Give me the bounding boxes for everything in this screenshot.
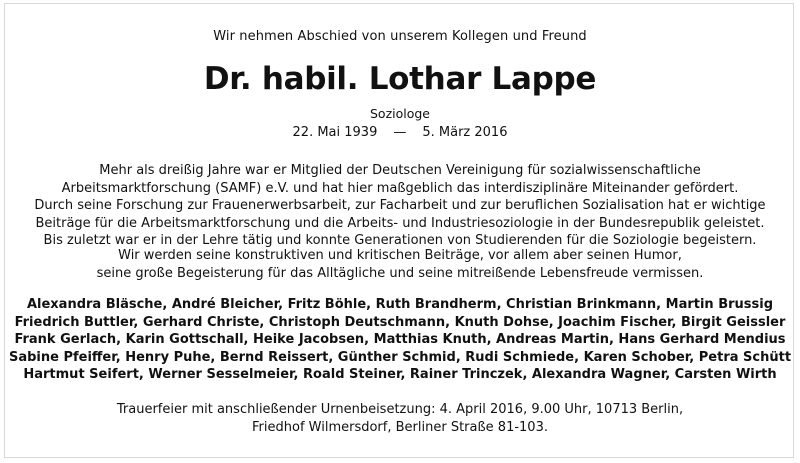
signatories-line: Sabine Pfeiffer, Henry Puhe, Bernd Reissert, Günther Schmid, Rudi Schmiede, Karen Schober, Petra Schütt — [8, 349, 792, 365]
farewell-paragraph — [0, 247, 800, 282]
birth-date: 22. Mai 1939 — [292, 125, 378, 140]
funeral-line: Trauerfeier mit anschließender Urnenbeisetzung: 4. April 2016, 9.00 Uhr, 10713 Berlin, — [116, 402, 684, 417]
tribute-line: Beiträge für die Arbeitsmarktforschung und die Arbeits- und Industriesoziologie in der Bundesrepublik geleistet. — [35, 215, 765, 231]
signatories-line: Frank Gerlach, Karin Gottschall, Heike Jacobsen, Matthias Knuth, Andreas Martin, Hans Gerhard Mendius — [14, 332, 786, 347]
signatories-list — [0, 296, 800, 384]
signatories-line: Friedrich Buttler, Gerhard Christe, Christoph Deutschmann, Knuth Dohse, Joachim Fischer, Birgit Geissler — [14, 314, 786, 330]
profession: Soziologe — [369, 106, 430, 121]
funeral-line: Friedhof Wilmersdorf, Berliner Straße 81-103. — [252, 420, 548, 435]
date-separator: — — [393, 125, 407, 140]
death-date: 5. März 2016 — [422, 125, 508, 140]
tribute-line: Mehr als dreißig Jahre war er Mitglied der Deutschen Vereinigung für sozialwissenschaftliche — [99, 163, 701, 178]
deceased-name: Dr. habil. Lothar Lappe — [203, 61, 597, 97]
tribute-paragraph — [0, 162, 800, 250]
life-dates — [0, 125, 800, 140]
tribute-line: Arbeitsmarktforschung (SAMF) e.V. und hat hier maßgeblich das interdisziplinäre Miteinander gefördert. — [61, 180, 739, 196]
signatories-line: Hartmut Seifert, Werner Sesselmeier, Roald Steiner, Rainer Trinczek, Alexandra Wagner, Carsten Wirth — [23, 367, 777, 382]
funeral-info — [0, 401, 800, 437]
tribute-line: Bis zuletzt war er in der Lehre tätig und konnte Generationen von Studierenden für die Soziologie begeistern. — [43, 233, 757, 248]
farewell-line: Wir werden seine konstruktiven und kritischen Beiträge, vor allem aber seinen Humor, — [118, 248, 682, 263]
farewell-line: seine große Begeisterung für das Alltägliche und seine mitreißende Lebensfreude vermissen. — [96, 265, 704, 281]
tribute-line: Durch seine Forschung zur Frauenerwerbsarbeit, zur Facharbeit und zur beruflichen Sozialisation hat er wichtige — [34, 198, 766, 213]
intro-line: Wir nehmen Abschied von unserem Kollegen und Freund — [213, 29, 587, 44]
signatories-line: Alexandra Bläsche, André Bleicher, Fritz Böhle, Ruth Brandherm, Christian Brinkmann, Martin Brussig — [26, 297, 774, 312]
